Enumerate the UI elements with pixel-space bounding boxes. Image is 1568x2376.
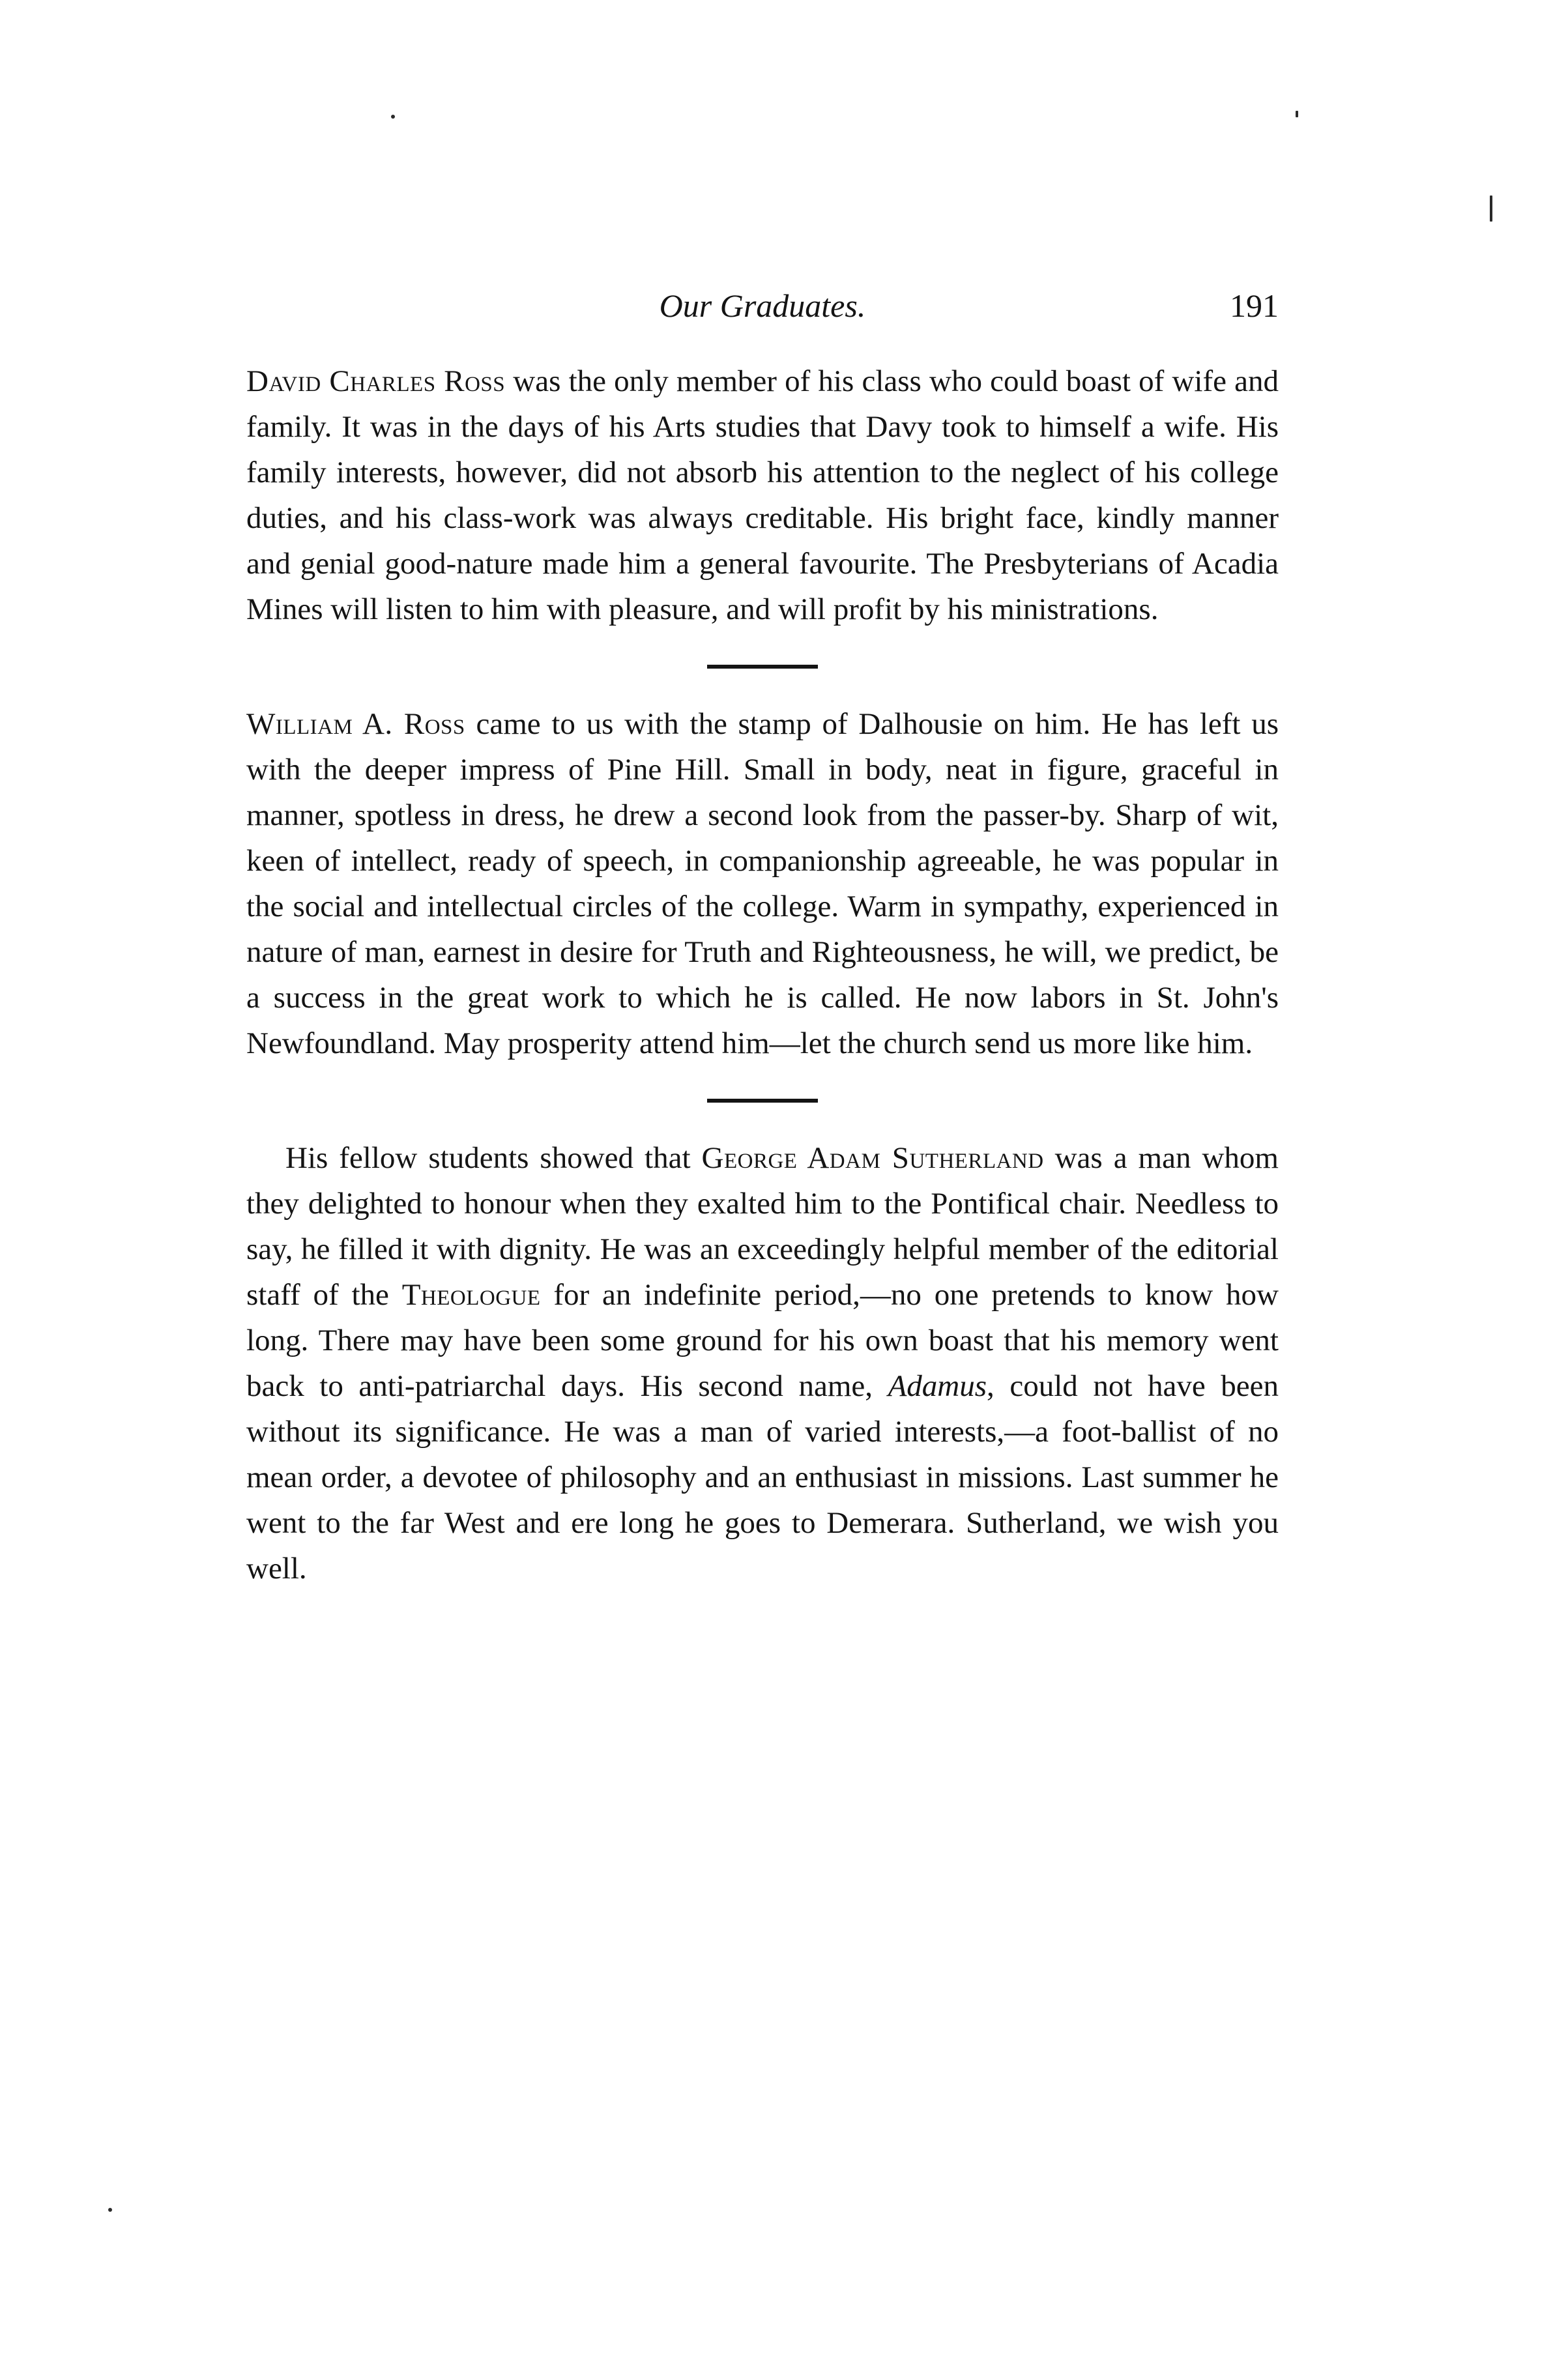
entry-text: for an indefinite period,—no one pretends to know how long. There may have been some ground for his own boast that his memory went back to anti-patriarchal days. His second name, bbox=[246, 1278, 1279, 1403]
entry-text: was a man whom they delighted to honour when they exalted him to the Pontifical chair. Needless to say, he filled it with dignity. He was an exceedingly helpful member of the editorial staff of the bbox=[246, 1141, 1279, 1312]
graduate-entry-george-adam-sutherland bbox=[246, 1135, 1279, 1591]
running-title: Our Graduates. bbox=[659, 287, 866, 324]
running-head bbox=[246, 287, 1279, 339]
entry-text-intro: His fellow students showed that bbox=[285, 1141, 702, 1175]
print-speck bbox=[391, 115, 395, 119]
entry-paragraph bbox=[246, 358, 1279, 632]
latin-name: Adamus bbox=[888, 1369, 987, 1403]
entry-text: was the only member of his class who could boast of wife and family. It was in the days of his Arts studies that Davy took to himself a wife. His family interests, however, did not absorb his attention to the neglect of his college duties, and his class-work was always creditable. His bright face, kindly manner and genial good-nature made him a general favourite. The Presbyterians of Acadia Mines will listen to him with pleasure, and will profit by his ministrations. bbox=[246, 364, 1279, 626]
graduate-name: George Adam Sutherland bbox=[701, 1141, 1044, 1175]
graduate-name: David Charles Ross bbox=[246, 364, 506, 398]
entry-paragraph bbox=[246, 701, 1279, 1066]
entry-paragraph bbox=[246, 1135, 1279, 1591]
page-number: 191 bbox=[1230, 287, 1279, 324]
print-speck bbox=[1490, 196, 1492, 222]
section-divider bbox=[707, 665, 818, 669]
entry-text: came to us with the stamp of Dalhousie on him. He has left us with the deeper impress of Pine Hill. Small in body, neat in figure, graceful in manner, spotless in dress, he drew a second look from the passer-by. Sharp of wit, keen of intellect, ready of speech, in companionship agreeable, he was popular in the social and intellectual circles of the college. Warm in sympathy, experienced in nature of man, earnest in desire for Truth and Righteousness, he will, we predict, be a success in the great work to which he is called. He now labors in St. John's Newfoundland. May prosperity attend him—let the church send us more like him. bbox=[246, 707, 1279, 1060]
book-page bbox=[246, 287, 1279, 1591]
entry-text: , could not have been without its significance. He was a man of varied interests,—a foot-ballist of no mean order, a devotee of philosophy and an enthusiast in missions. Last summer he went to the far West and ere long he goes to Demerara. Sutherland, we wish you well. bbox=[246, 1369, 1279, 1586]
print-speck bbox=[108, 2208, 112, 2212]
graduate-entry-david-charles-ross bbox=[246, 358, 1279, 632]
print-speck bbox=[1296, 111, 1298, 117]
publication-name: Theologue bbox=[401, 1278, 541, 1312]
graduate-name: William A. Ross bbox=[246, 707, 465, 741]
graduate-entry-william-a-ross bbox=[246, 701, 1279, 1066]
section-divider bbox=[707, 1099, 818, 1103]
